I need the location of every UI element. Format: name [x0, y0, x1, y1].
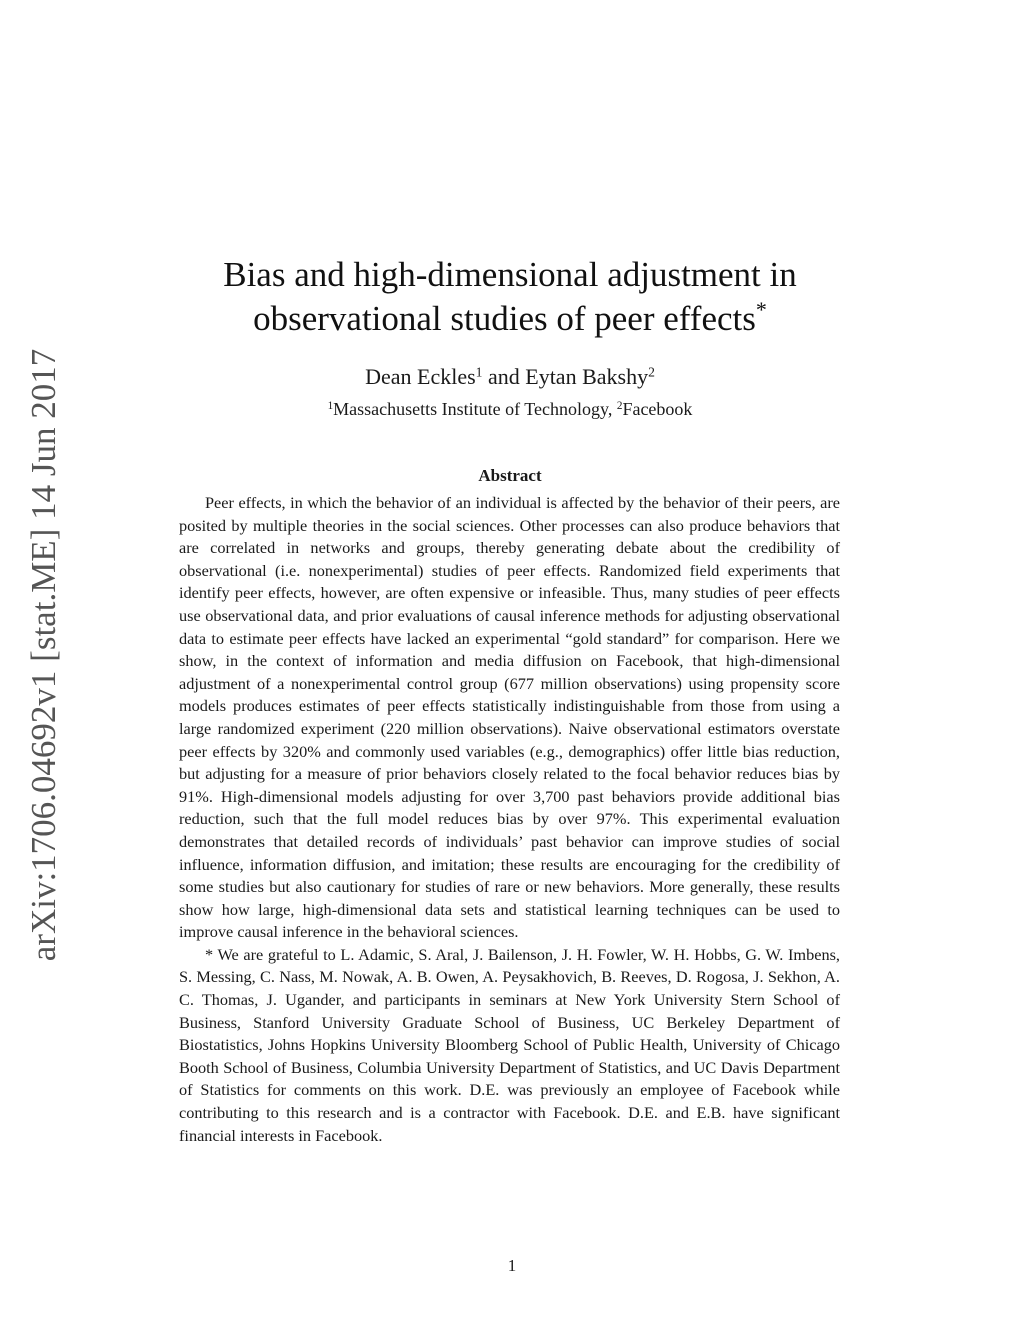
- author-name: Dean Eckles: [365, 364, 476, 389]
- author-affiliation-mark: 1: [475, 364, 483, 380]
- affiliation-mark: 1: [327, 399, 334, 412]
- affiliation-text: Facebook: [622, 399, 693, 419]
- title-footnote-mark: *: [755, 297, 767, 322]
- acknowledgement-footnote: * We are grateful to L. Adamic, S. Aral, J. Bailenson, J. H. Fowler, W. H. Hobbs, G. W. Imbens, S. Messing, C. Nass, M. Nowak, A. B. Owen, A. Peysakhovich, B. Reeves, D. Rogosa, J. Sekhon, A. C. Thomas, J. Ugander, and participants in seminars at New York University Stern School of Business, Stanford University Graduate School of Business, UC Berkeley Department of Biostatistics, Johns Hopkins University Bloomberg School of Public Health, University of Chicago Booth School of Business, Columbia University Department of Statistics, and UC Davis Department of Statistics for comments on this work. D.E. was previously an employee of Facebook while contributing to this research and is a contractor with Facebook. D.E. and E.B. have significant financial interests in Facebook.: [179, 944, 840, 1145]
- arxiv-identifier-stamp: arXiv:1706.04692v1 [stat.ME] 14 Jun 2017: [24, 348, 63, 962]
- abstract-heading: Abstract: [478, 466, 542, 485]
- affiliations: [180, 395, 840, 423]
- title-line-2: [180, 297, 840, 341]
- paper-title: [180, 253, 840, 341]
- author-list: [180, 362, 840, 392]
- affiliation-text: Massachusetts Institute of Technology,: [333, 399, 617, 419]
- affiliation-mark: 2: [616, 399, 623, 412]
- abstract-body: [179, 492, 840, 1147]
- abstract-paragraph: Peer effects, in which the behavior of an individual is affected by the behavior of their peers, are posited by multiple theories in the social sciences. Other processes can also produce behaviors that are correlated in networks and groups, thereby generating debate about the credibility of observational (i.e. nonexperimental) studies of peer effects. Randomized field experiments that identify peer effects, however, are often expensive or infeasible. Thus, many studies of peer effects use observational data, and prior evaluations of causal inference methods for adjusting observational data to estimate peer effects have lacked an experimental “gold standard” for comparison. Here we show, in the context of information and media diffusion on Facebook, that high-dimensional adjustment of a nonexperimental control group (677 million observations) using propensity score models produces estimates of peer effects statistically indistinguishable from those from using a large randomized experiment (220 million observations). Naive observational estimators overstate peer effects by 320% and commonly used variables (e.g., demographics) offer little bias reduction, but adjusting for a measure of prior behaviors closely related to the focal behavior reduces bias by 91%. High-dimensional models adjusting for over 3,700 past behaviors provide additional bias reduction, such that the full model reduces bias by over 97%. This experimental evaluation demonstrates that detailed records of individuals’ past behavior can improve studies of social influence, information diffusion, and imitation; these results are encouraging for the credibility of some studies but also cautionary for studies of rare or new behaviors. More generally, these results show how large, high-dimensional data sets and statistical learning techniques can be used to improve causal inference in the behavioral sciences.: [179, 493, 840, 942]
- author-joiner: and: [482, 364, 526, 389]
- title-line-2-text: observational studies of peer effects: [253, 299, 756, 338]
- author-name: Eytan Bakshy: [525, 364, 649, 389]
- page-number: 1: [507, 1256, 517, 1275]
- title-line-1: Bias and high-dimensional adjustment in: [223, 255, 797, 294]
- author-affiliation-mark: 2: [648, 364, 655, 380]
